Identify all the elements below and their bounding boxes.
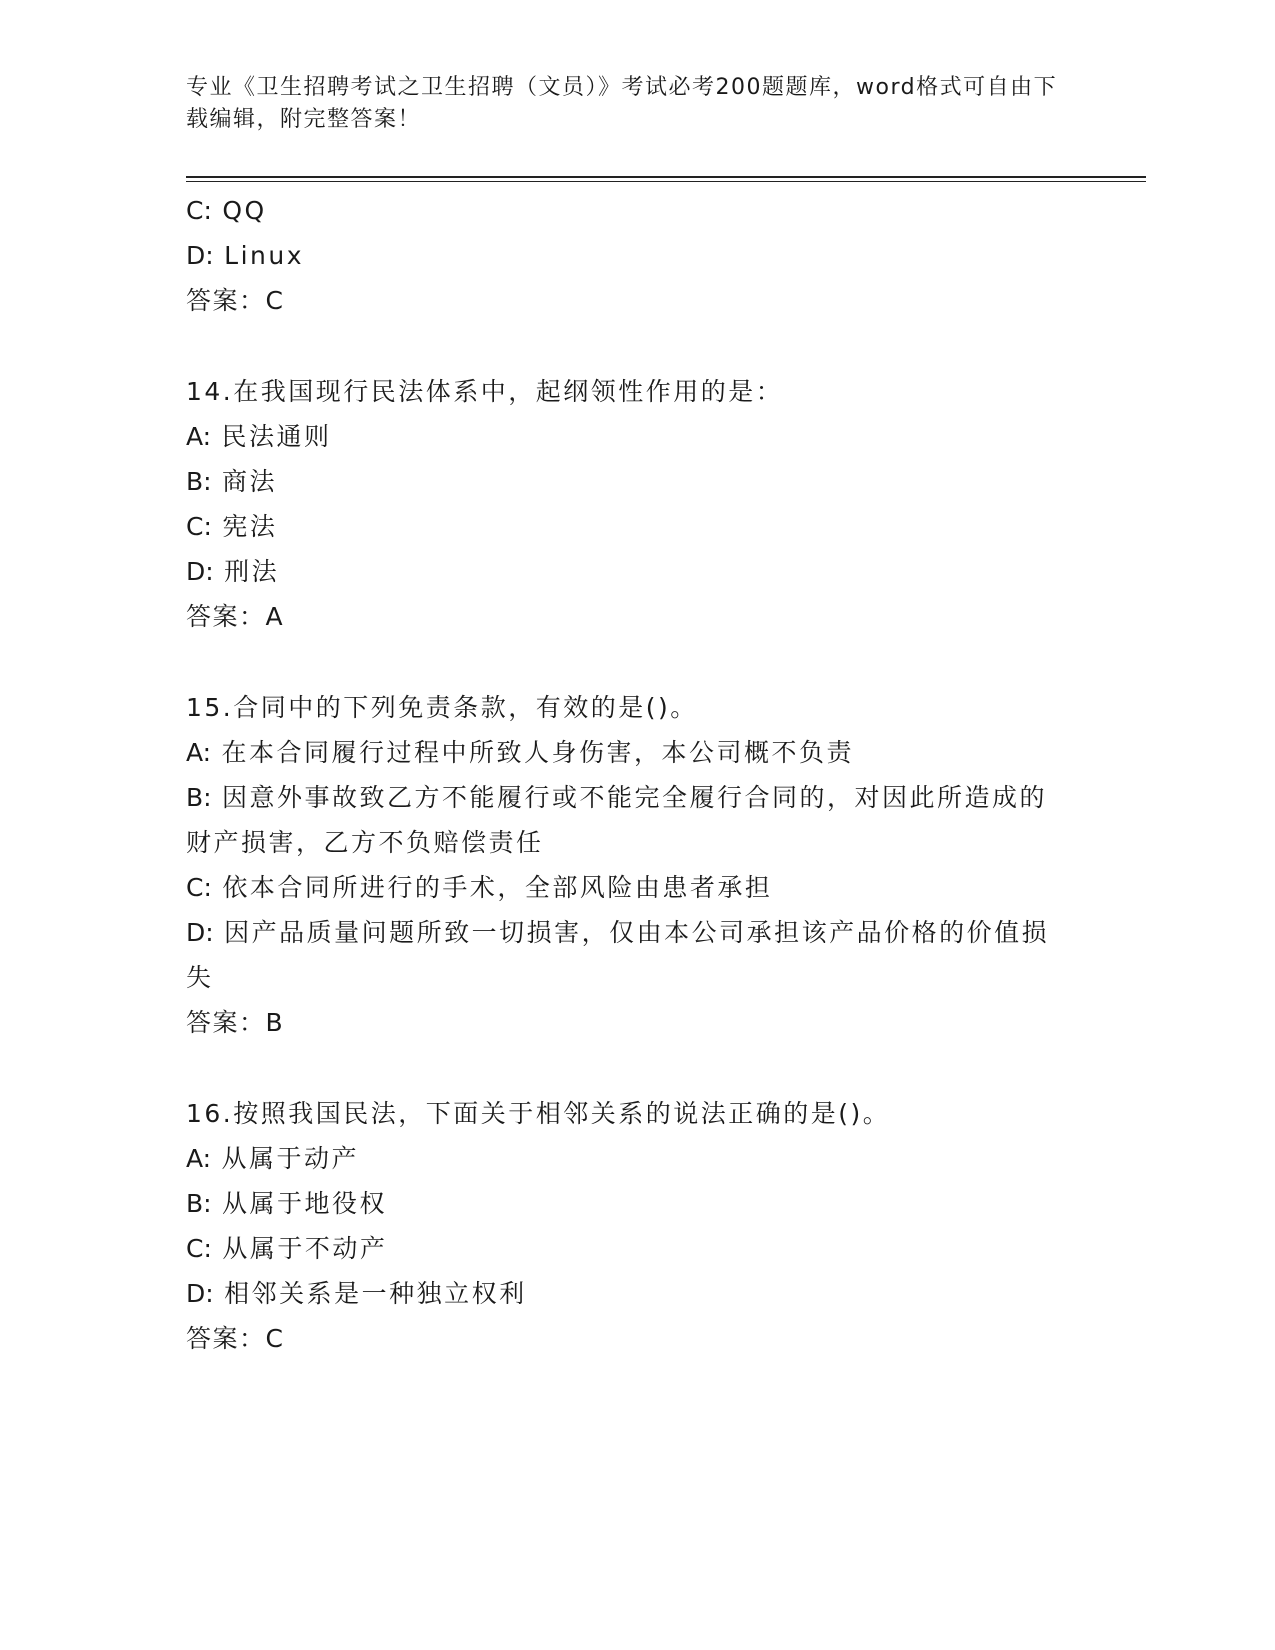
answer-line: 答案：A [186, 602, 285, 631]
option-d [186, 549, 1066, 594]
option-a [186, 1136, 1066, 1181]
option-a [186, 730, 1066, 775]
option-label: C: [186, 1234, 212, 1263]
option-text: 相邻关系是一种独立权利 [224, 1279, 527, 1308]
spacer [186, 1045, 1066, 1091]
option-c [186, 188, 1066, 233]
question-stem: 15.合同中的下列免责条款，有效的是()。 [186, 693, 698, 722]
question-14 [186, 369, 1066, 639]
option-a [186, 414, 1066, 459]
option-label: D: [186, 918, 214, 947]
option-b [186, 775, 1066, 865]
option-label: B: [186, 1189, 212, 1218]
option-b [186, 1181, 1066, 1226]
option-d [186, 233, 1066, 278]
option-label: A: [186, 1144, 212, 1173]
option-text: 因产品质量问题所致一切损害，仅由本公司承担该产品价格的价值损失 [186, 918, 1050, 992]
option-b [186, 459, 1066, 504]
header-divider-thick [186, 176, 1146, 178]
option-label: A: [186, 422, 212, 451]
option-text: 因意外事故致乙方不能履行或不能完全履行合同的，对因此所造成的财产损害，乙方不负赔偿责任 [186, 783, 1048, 857]
option-label: D: [186, 557, 214, 586]
option-text: 在本合同履行过程中所致人身伤害，本公司概不负责 [221, 738, 855, 767]
option-c [186, 865, 1066, 910]
option-label: C: [186, 873, 212, 902]
question-stem: 14.在我国现行民法体系中，起纲领性作用的是： [186, 377, 784, 406]
option-text: 民法通则 [221, 422, 332, 451]
answer-line: 答案：C [186, 1324, 285, 1353]
spacer [186, 639, 1066, 685]
option-label: D: [186, 1279, 214, 1308]
option-c [186, 504, 1066, 549]
answer-line: 答案：C [186, 286, 285, 315]
option-d [186, 910, 1066, 1000]
option-text: 从属于地役权 [222, 1189, 388, 1218]
question-16 [186, 1091, 1066, 1361]
question-list [186, 188, 1066, 1361]
option-text: 商法 [222, 467, 278, 496]
header-divider-thin [186, 181, 1146, 182]
option-d [186, 1271, 1066, 1316]
spacer [186, 323, 1066, 369]
question-15 [186, 685, 1066, 1045]
option-text: 从属于不动产 [222, 1234, 388, 1263]
option-c [186, 1226, 1066, 1271]
option-text: Linux [224, 241, 304, 270]
document-header: 专业《卫生招聘考试之卫生招聘（文员）》考试必考200题题库，word格式可自由下载编辑，附完整答案！ [186, 75, 1058, 132]
option-text: 从属于动产 [221, 1144, 360, 1173]
option-label: C: [186, 512, 212, 541]
question-stem: 16.按照我国民法，下面关于相邻关系的说法正确的是()。 [186, 1099, 891, 1128]
option-label: B: [186, 467, 212, 496]
option-text: QQ [222, 196, 267, 225]
answer-line: 答案：B [186, 1008, 285, 1037]
option-text: 宪法 [222, 512, 278, 541]
option-text: 依本合同所进行的手术，全部风险由患者承担 [222, 873, 773, 902]
option-label: C: [186, 196, 212, 225]
option-label: B: [186, 783, 212, 812]
option-label: A: [186, 738, 212, 767]
option-text: 刑法 [224, 557, 280, 586]
option-label: D: [186, 241, 214, 270]
previous-question [186, 188, 1066, 323]
